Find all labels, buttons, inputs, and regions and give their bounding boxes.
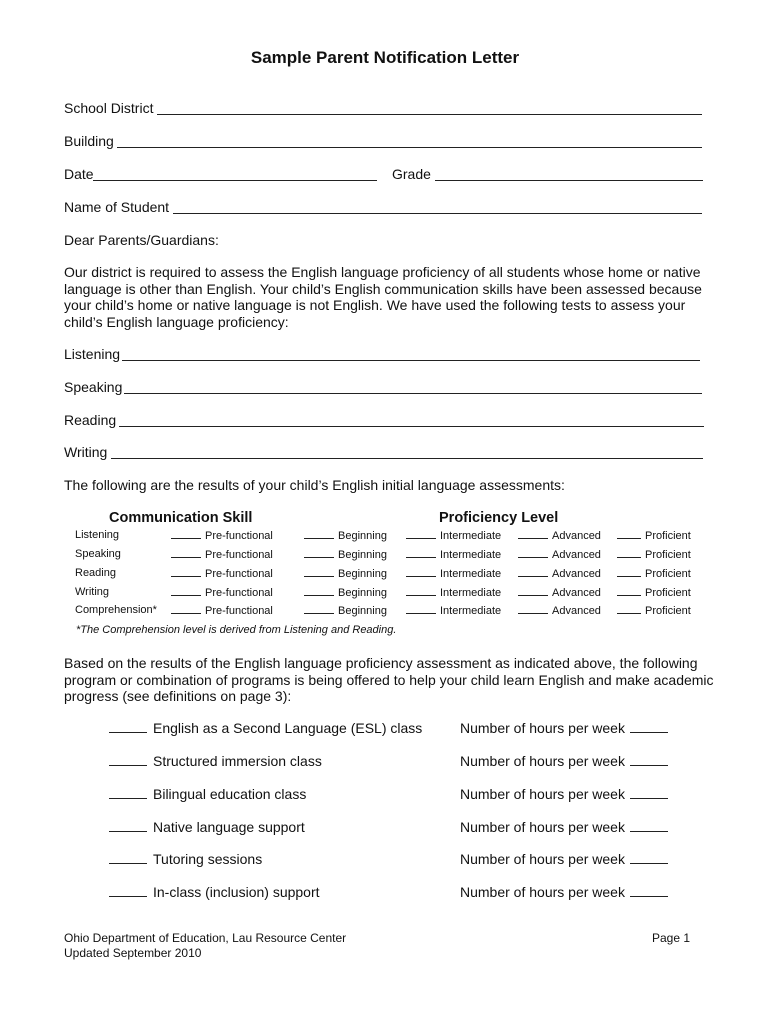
level-option[interactable]: Intermediate <box>406 604 501 617</box>
level-option[interactable]: Proficient <box>617 604 691 617</box>
program-option[interactable]: In-class (inclusion) support <box>109 884 320 900</box>
level-option[interactable]: Beginning <box>304 604 387 617</box>
level-option[interactable]: Pre-functional <box>171 604 273 617</box>
hours-per-week-field[interactable]: Number of hours per week <box>460 786 668 802</box>
level-option[interactable]: Beginning <box>304 586 387 599</box>
level-option[interactable]: Advanced <box>518 586 601 599</box>
level-option[interactable]: Intermediate <box>406 586 501 599</box>
skill-label-reading: Reading <box>75 567 116 579</box>
level-option[interactable]: Proficient <box>617 529 691 542</box>
level-option[interactable]: Beginning <box>304 529 387 542</box>
table-footnote: *The Comprehension level is derived from Listening and Reading. <box>76 624 397 636</box>
program-option[interactable]: English as a Second Language (ESL) class <box>109 720 422 736</box>
program-option[interactable]: Structured immersion class <box>109 753 322 769</box>
date-label: Date <box>64 166 94 182</box>
reading-test-field[interactable] <box>119 426 704 427</box>
level-option[interactable]: Pre-functional <box>171 529 273 542</box>
level-option[interactable]: Advanced <box>518 604 601 617</box>
school-district-label: School District <box>64 100 154 116</box>
hours-per-week-field[interactable]: Number of hours per week <box>460 753 668 769</box>
hours-per-week-field[interactable]: Number of hours per week <box>460 819 668 835</box>
skill-label-listening: Listening <box>75 529 120 541</box>
listening-test-field[interactable] <box>122 360 700 361</box>
grade-field[interactable] <box>435 180 703 181</box>
program-option[interactable]: Bilingual education class <box>109 786 306 802</box>
skill-label-writing: Writing <box>75 586 110 598</box>
writing-label: Writing <box>64 444 108 460</box>
date-field[interactable] <box>93 180 377 181</box>
speaking-label: Speaking <box>64 379 123 395</box>
programs-paragraph: Based on the results of the English language proficiency assessment as indicated above, the following program or combination of programs is being offered to help your child learn English and make academic progress (see definitions on page 3): <box>64 655 714 705</box>
skill-label-comprehension: Comprehension* <box>75 604 157 616</box>
grade-label: Grade <box>392 166 431 182</box>
level-option[interactable]: Beginning <box>304 567 387 580</box>
speaking-test-field[interactable] <box>124 393 702 394</box>
writing-test-field[interactable] <box>111 458 703 459</box>
level-column-header: Proficiency Level <box>439 510 559 526</box>
listening-label: Listening <box>64 346 121 362</box>
level-option[interactable]: Intermediate <box>406 529 501 542</box>
page-number: Page 1 <box>652 931 691 945</box>
level-option[interactable]: Proficient <box>617 548 691 561</box>
level-option[interactable]: Pre-functional <box>171 586 273 599</box>
building-label: Building <box>64 133 114 149</box>
page-title: Sample Parent Notification Letter <box>250 48 520 67</box>
footer-organization: Ohio Department of Education, Lau Resource Center <box>64 931 347 945</box>
results-intro: The following are the results of your child’s English initial language assessments: <box>64 477 565 493</box>
footer-updated: Updated September 2010 <box>64 946 202 960</box>
intro-paragraph: Our district is required to assess the English language proficiency of all students whose home or native language is other than English. Your child’s English communication skills have been assessed because your child’s home or native language is not English. We have used the following tests to assess your child’s English language proficiency: <box>64 264 702 330</box>
level-option[interactable]: Beginning <box>304 548 387 561</box>
salutation: Dear Parents/Guardians: <box>64 232 219 248</box>
skill-label-speaking: Speaking <box>75 548 121 560</box>
level-option[interactable]: Proficient <box>617 567 691 580</box>
level-option[interactable]: Intermediate <box>406 567 501 580</box>
hours-per-week-field[interactable]: Number of hours per week <box>460 851 668 867</box>
level-option[interactable]: Proficient <box>617 586 691 599</box>
program-option[interactable]: Tutoring sessions <box>109 851 262 867</box>
level-option[interactable]: Pre-functional <box>171 567 273 580</box>
level-option[interactable]: Intermediate <box>406 548 501 561</box>
student-name-field[interactable] <box>173 213 702 214</box>
level-option[interactable]: Pre-functional <box>171 548 273 561</box>
skill-column-header: Communication Skill <box>109 510 253 526</box>
building-field[interactable] <box>117 147 702 148</box>
school-district-field[interactable] <box>157 114 702 115</box>
hours-per-week-field[interactable]: Number of hours per week <box>460 720 668 736</box>
level-option[interactable]: Advanced <box>518 548 601 561</box>
reading-label: Reading <box>64 412 117 428</box>
level-option[interactable]: Advanced <box>518 567 601 580</box>
hours-per-week-field[interactable]: Number of hours per week <box>460 884 668 900</box>
student-name-label: Name of Student <box>64 199 170 215</box>
level-option[interactable]: Advanced <box>518 529 601 542</box>
program-option[interactable]: Native language support <box>109 819 305 835</box>
